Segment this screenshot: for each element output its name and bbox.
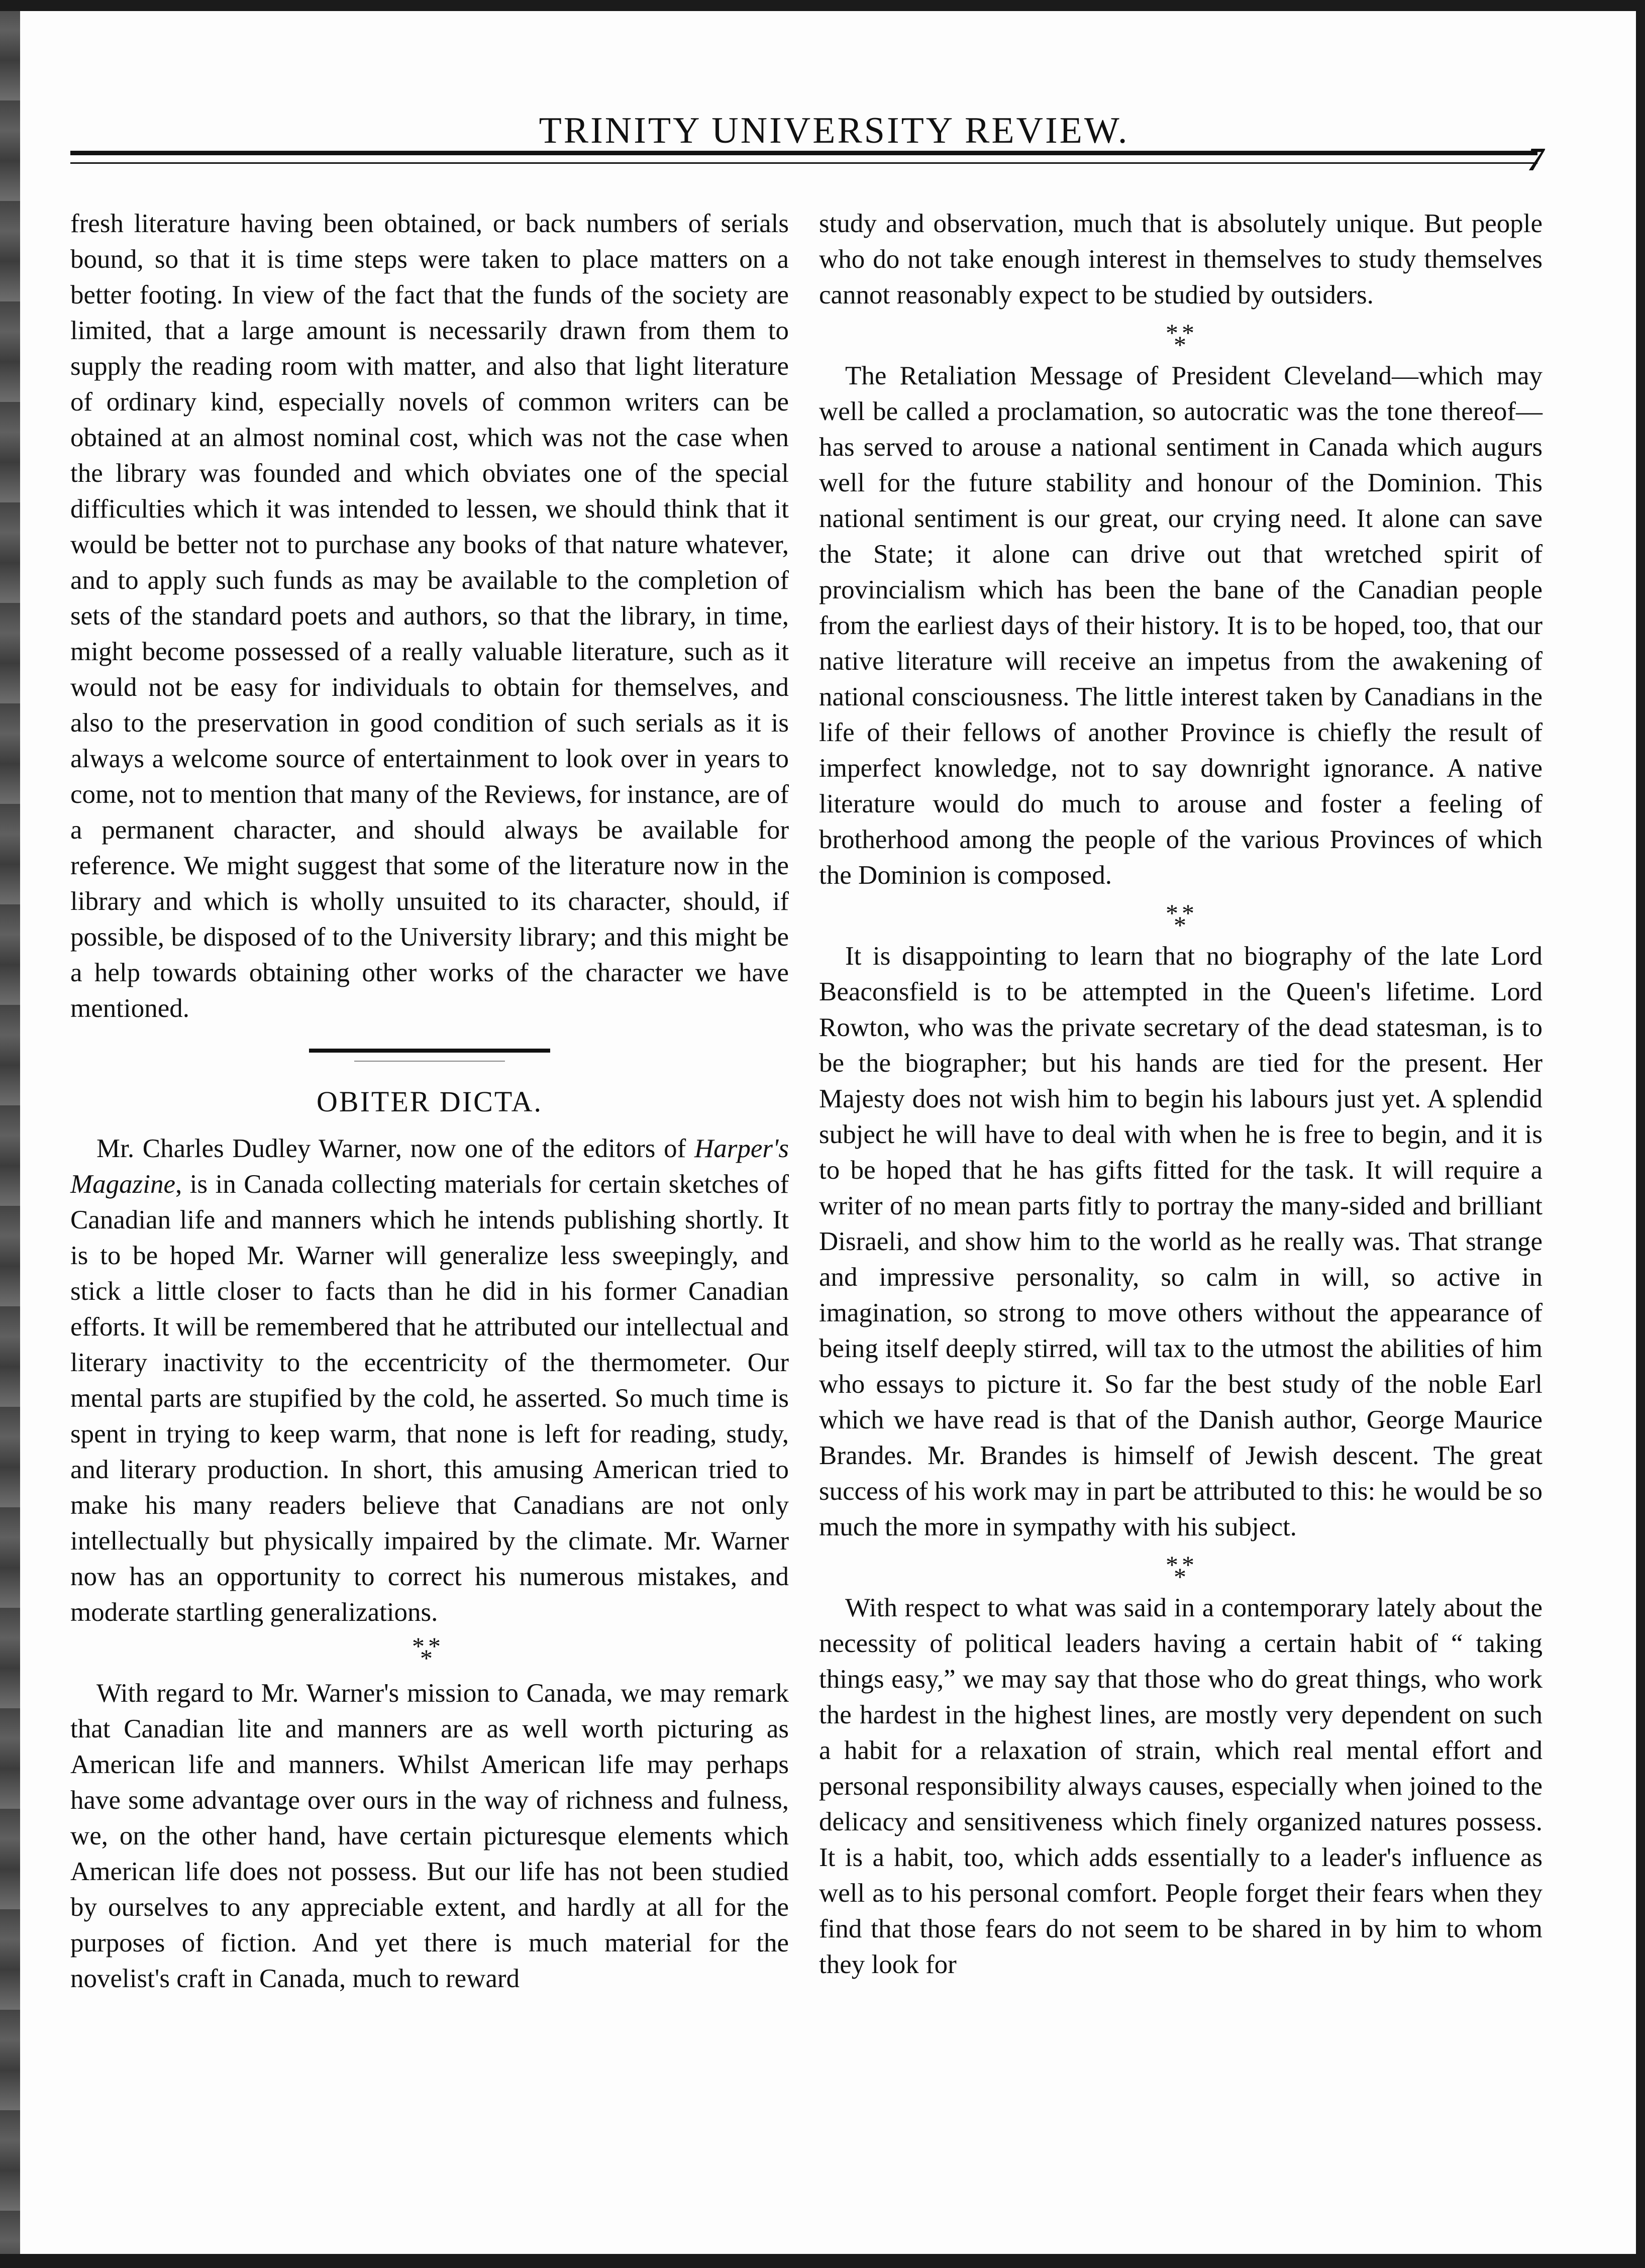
section-divider-thin [354,1061,505,1062]
scan-bottom-border [0,2254,1645,2268]
right-column [819,206,1543,1983]
beaconsfield-paragraph: It is disappointing to learn that no biography of the late Lord Beaconsfield is to be attempted in the Queen's lifetime. Lord Rowton, who was the private secretary of the dead statesman, is to be the biographer; but his hands are tied for the present. Her Majesty does not wish him to begin his labours just yet. A splendid subject he will have to deal with when he is free to begin, and it is to be hoped that he has gifts fitted for the task. It will require a writer of no mean parts fitly to portray the many-sided and brilliant Disraeli, and show him to the world as he really was. That strange and impressive personality, so calm in will, so active in imagination, so strong to move others without the appearance of being itself deeply stirred, will tax to the utmost the abilities of him who essays to picture it. So far the best study of the noble Earl which we have read is that of the Danish author, George Maurice Brandes. Mr. Brandes is himself of Jewish descent. The great success of his work may in part be attributed to this: he would be so much the more in sympathy with his subject. [819,942,1543,1541]
asterism-ornament-icon: * * * [1166,899,1194,939]
asterism-ornament-icon: * * * [1166,1551,1194,1591]
section-divider [309,1049,550,1058]
obiter-paragraph-rest: , is in Canada collecting materials for certain sketches of Canadian life and manners which he intends publishing shortly. It is to be hoped Mr. Warner will generalize less sweepingly, and stick a little closer to facts than he did in his former Canadian efforts. It will be remembered that he attributed our intellectual and literary inactivity to the eccentricity of the thermometer. Our mental parts are stupified by the cold, he asserted. So much time is spent in trying to keep warm, that none is left for reading, study, and literary production. In short, this amusing American tried to make his many readers believe that Canadians are not only intellectually but physically impaired by the climate. Mr. Warner now has an opportunity to correct his numerous mistakes, and moderate startling generalizations. [70,1170,789,1627]
retaliation-paragraph: The Retaliation Message of President Cleveland—which may well be called a proclamation, so autocratic was the tone thereof—has served to arouse a national sentiment in Canada which augurs well for the future stability and honour of the Dominion. This national sentiment is our great, our crying need. It alone can save the State; it alone can drive out that wretched spirit of provincialism which has been the bane of the Canadian people from the earliest days of their history. It is to be hoped, too, that our native literature will receive an impetus from the awakening of national consciousness. The little interest taken by Canadians in the life of their fellows of another Province is chiefly the result of imperfect knowledge, not to say downright ignorance. A native literature would do much to arouse and foster a feeling of brotherhood among the people of the various Provinces of which the Dominion is composed. [819,361,1543,890]
scan-right-border [1636,0,1645,2268]
running-title: TRINITY UNIVERSITY REVIEW. [539,110,1129,151]
left-column [70,206,789,1997]
obiter-paragraph-warner [70,1131,789,1630]
header-rule [70,151,1537,164]
obiter-paragraph-canada: With regard to Mr. Warner's mission to Canada, we may remark that Canadian lite and manners are as well worth picturing as American life and manners. Whilst American life may perhaps have some advantage over ours in the way of richness and fulness, we, on the other hand, have certain picturesque elements which American life does not possess. But our life has not been studied by ourselves to any appreciable extent, and hardly at all for the purposes of fiction. And yet there is much material for the novelist's craft in Canada, much to reward [70,1679,789,1993]
scan-top-border [0,0,1645,11]
obiter-paragraph-start: Mr. Charles Dudley Warner, now one of the editors of [96,1134,694,1163]
library-paragraph: fresh literature having been obtained, or back numbers of serials bound, so that it is time steps were taken to place matters on a better footing. In view of the fact that the funds of the society are limited, that a large amount is necessarily drawn from them to supply the reading room with matter, and also that light literature of ordinary kind, especially novels of common writers can be obtained at an almost nominal cost, which was not the case when the library was founded and which obviates one of the special difficulties which it was intended to lessen, we should think that it would be better not to purchase any books of that nature whatever, and to apply such funds as may be available to the completion of sets of the standard poets and authors, so that the library, in time, might become possessed of a really valuable literature, such as it would not be easy for individuals to obtain for themselves, and also to the preservation in good condition of such serials as it is always a welcome source of entertainment to look over in years to come, not to mention that many of the Reviews, for instance, are of a permanent character, and should always be available for reference. We might suggest that some of the literature now in the library and which is wholly unsuited to its character, should, if possible, be disposed of to the University library; and this might be a help towards obtaining other works of the character we have mentioned. [70,209,789,1023]
leaders-paragraph: With respect to what was said in a contemporary lately about the necessity of political leaders having a certain habit of “ taking things easy,” we may say that those who do great things, who work the hardest in the highest lines, are mostly very dependent on such a habit for a relaxation of strain, which real mental effort and personal responsibility always causes, especially when joined to the delicacy and sensitiveness which finely organized natures possess. It is a habit, too, which adds essentially to a leader's influence as well as to his personal comfort. People forget their fears when they find that those fears do not seem to be shared in by him to whom they look for [819,1593,1543,1979]
magazine-title: Harper's Magazine [70,1134,789,1199]
section-title: OBITER DICTA. [317,1085,543,1118]
asterism-ornament-icon: * * * [1166,319,1194,359]
page-binding-edge [0,0,20,2268]
page-number: 7 [1527,141,1544,178]
continuation-paragraph: study and observation, much that is absolutely unique. But people who do not take enough interest in themselves to study themselves cannot reasonably expect to be studied by outsiders. [819,209,1543,310]
asterism-ornament-icon: * * * [412,1632,441,1672]
